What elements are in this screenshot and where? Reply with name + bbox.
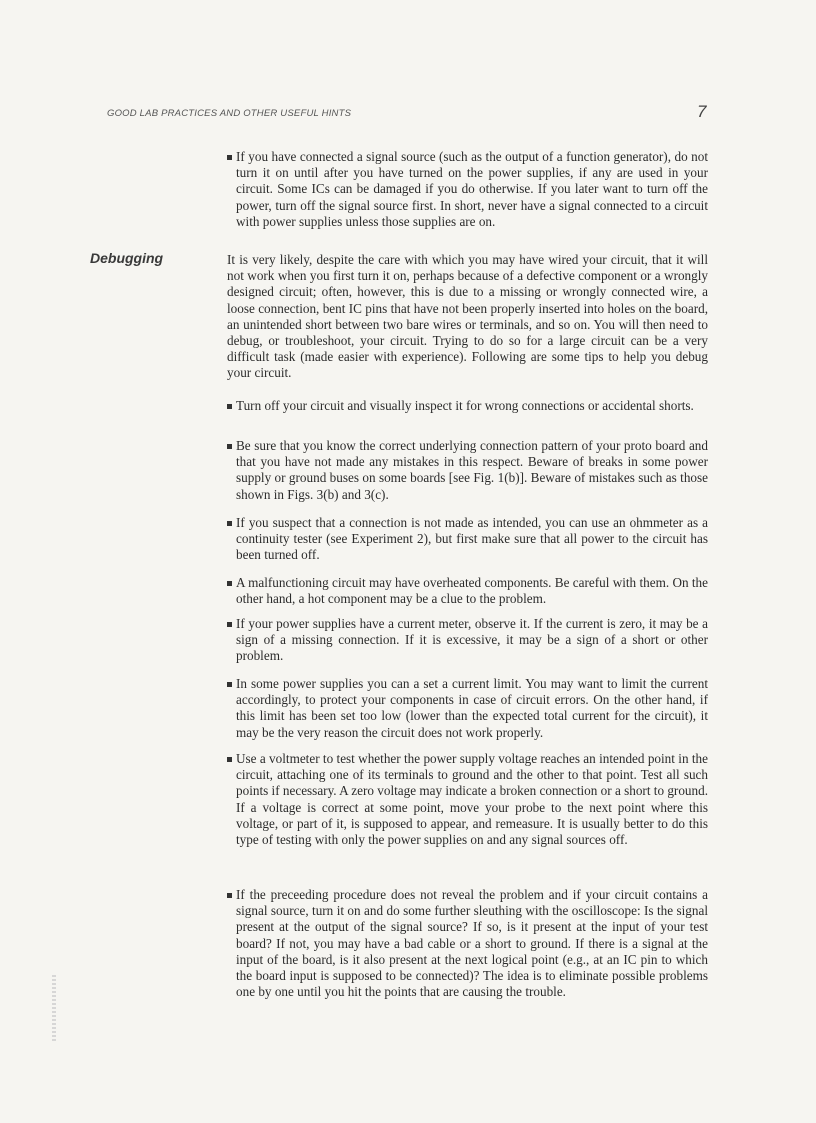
list-item-text: If the preceeding procedure does not reveal the problem and if your circuit contains a signal source, turn it on and do some further sleuthing with the oscilloscope: Is the signal present at the output of the signal source? If so, is it present at the input of your test board? If not, you may have a bad cable or a short to ground. If there is a signal at the input of the board, is it also present at the next logical point (e.g., at an IC pin to which the board input is supposed to be connected)? The idea is to eliminate possible problems one by one until you hit the points that are causing the trouble.	[236, 887, 708, 1000]
running-head: GOOD LAB PRACTICES AND OTHER USEFUL HINTS	[107, 108, 352, 119]
list-item-text: If you have connected a signal source (such as the output of a function generator), do not turn it on until after you have turned on the power supplies, if any are used in your circuit. Some ICs can be damaged if you do otherwise. If you later want to turn off the power, turn off the signal source first. In short, never have a signal connected to a circuit with power supplies unless those supplies are on.	[236, 149, 708, 229]
bullet-square-icon	[227, 581, 232, 586]
list-item-text: Use a voltmeter to test whether the power supply voltage reaches an intended point in the circuit, attaching one of its terminals to ground and the other to that point. Test all such points if necessary. A zero voltage may indicate a broken connection or a short to ground. If a voltage is correct at some point, move your probe to the next point where this voltage, or part of it, is supposed to appear, and remeasure. It is usually better to do this type of testing with only the power supplies on and any signal sources off.	[236, 751, 708, 848]
list-item-text: If you suspect that a connection is not made as intended, you can use an ohmmeter as a continuity tester (see Experiment 2), but first make sure that all power to the circuit has been turned off.	[236, 515, 708, 563]
bullet-square-icon	[227, 155, 232, 160]
list-item-text: A malfunctioning circuit may have overheated components. Be careful with them. On the other hand, a hot component may be a clue to the problem.	[236, 575, 708, 607]
list-item	[227, 751, 708, 848]
list-item	[227, 515, 708, 564]
bullet-square-icon	[227, 444, 232, 449]
list-item	[227, 398, 708, 414]
paragraph-text: It is very likely, despite the care with which you may have wired your circuit, that it will not work when you first turn it on, perhaps because of a defective component or a wrongly designed circuit; often, however, this is due to a missing or wrongly connected wire, a loose connection, bent IC pins that have not been properly inserted into holes on the board, an unintended short between two bare wires or terminals, and so on. You will then need to debug, or troubleshoot, your circuit. Trying to do so for a large circuit can be a very difficult task (made easier with experience). Following are some tips to help you debug your circuit.	[227, 252, 708, 381]
bullet-square-icon	[227, 521, 232, 526]
list-item-text: Be sure that you know the correct underlying connection pattern of your proto board and that you have not made any mistakes in this respect. Beware of breaks in some power supply or ground buses on some boards [see Fig. 1(b)]. Beware of mistakes such as those shown in Figs. 3(b) and 3(c).	[236, 438, 708, 502]
list-item	[227, 438, 708, 503]
list-item	[227, 575, 708, 607]
list-item-text: Turn off your circuit and visually inspect it for wrong connections or accidental shorts.	[236, 398, 694, 413]
bullet-square-icon	[227, 404, 232, 409]
bullet-square-icon	[227, 893, 232, 898]
bullet-square-icon	[227, 622, 232, 627]
section-paragraph	[227, 252, 708, 382]
list-item-text: If your power supplies have a current meter, observe it. If the current is zero, it may be a sign of a missing connection. If it is excessive, it may be a sign of a short or other problem.	[236, 616, 708, 664]
bullet-square-icon	[227, 757, 232, 762]
list-item-text: In some power supplies you can a set a current limit. You may want to limit the current accordingly, to protect your components in case of circuit errors. On the other hand, if this limit has been set too low (lower than the expected total current for the circuit), it may be the very reason the circuit does not work properly.	[236, 676, 708, 740]
section-heading: Debugging	[90, 250, 164, 266]
page-number: 7	[697, 102, 707, 121]
list-item	[227, 887, 708, 1000]
list-item	[227, 676, 708, 741]
list-item	[227, 616, 708, 665]
scan-artifact	[52, 975, 56, 1043]
bullet-square-icon	[227, 682, 232, 687]
list-item	[227, 149, 708, 230]
